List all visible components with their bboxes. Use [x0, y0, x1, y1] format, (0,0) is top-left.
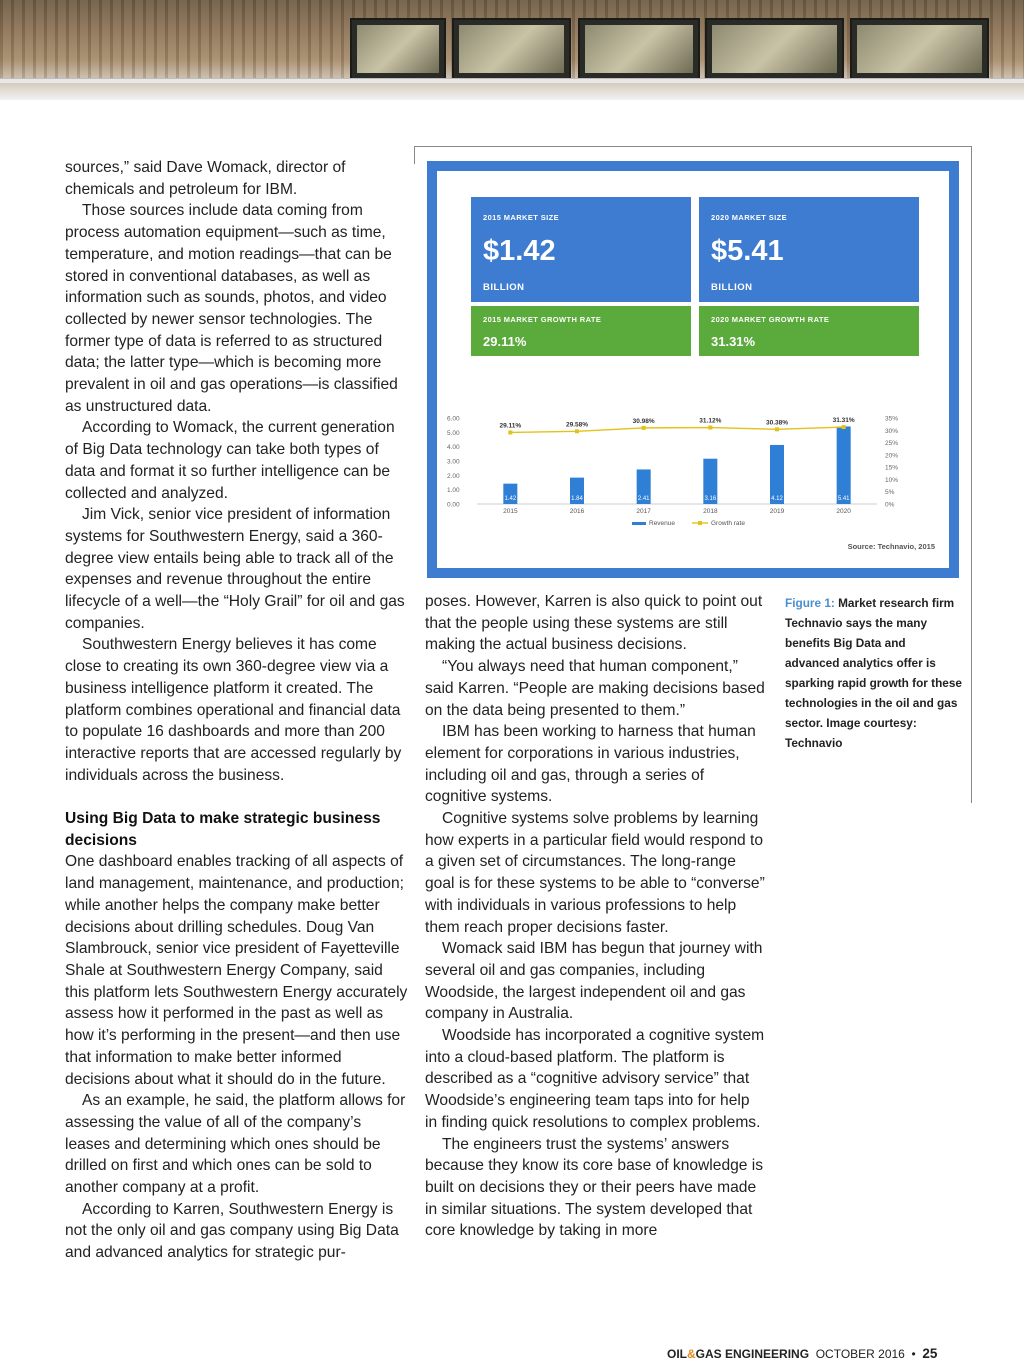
paragraph: Jim Vick, senior vice president of information systems for Southwestern Energy, said a 360-degree view entails being able to track all of the expenses and revenue throughout the entire lifecycle of a well—the “Holy Grail” for oil and gas companies.: [65, 506, 405, 632]
tile-value: $1.42: [483, 235, 556, 267]
growth-rate-point: [842, 425, 846, 429]
x-tick-label: 2019: [769, 508, 785, 515]
paragraph: According to Womack, the current generation of Big Data technology can take both types of data and format it so further intelligence can be collected and analyzed.: [65, 419, 395, 502]
growth-rate-label: 31.12%: [699, 417, 722, 425]
tile-value: $5.41: [711, 235, 784, 267]
magazine-brand-amp: &: [687, 1347, 696, 1361]
y-tick-label-left: 3.00: [447, 458, 460, 466]
paragraph: IBM has been working to harness that human element for corporations in various industries, including oil and gas, through a series of cognitive systems.: [425, 723, 756, 806]
legend-swatch-revenue: [632, 522, 646, 525]
wall-art-frame: [452, 18, 571, 80]
tile-label: 2015 MARKET GROWTH RATE: [483, 315, 602, 324]
chart-source: Source: Technavio, 2015: [847, 542, 935, 551]
growth-rate-point: [708, 426, 712, 430]
wall-art-frame: [705, 18, 844, 80]
figure-rule: [971, 146, 972, 803]
tile-label: 2015 MARKET SIZE: [483, 213, 560, 222]
caption-text: Market research firm Technavio says the many benefits Big Data and advanced analytics offer is sparking rapid growth for these technologies in the oil and gas sector. Image courtesy: Technavio: [785, 596, 962, 750]
x-tick-label: 2017: [636, 508, 651, 515]
paragraph: Womack said IBM has begun that journey with several oil and gas companies, including Woodside, the largest independent oil and gas company in Australia.: [425, 940, 763, 1023]
growth-rate-point: [775, 427, 779, 431]
legend-label-growth: Growth rate: [711, 520, 745, 527]
growth-rate-label: 29.58%: [565, 421, 589, 429]
y-tick-label-left: 5.00: [447, 429, 460, 437]
growth-2015-tile: [471, 306, 691, 356]
x-tick-label: 2015: [503, 508, 518, 515]
y-tick-label-right: 5%: [885, 489, 895, 497]
bar-value-label: 1.42: [504, 496, 517, 502]
section-heading: Using Big Data to make strategic business decisions: [65, 810, 381, 849]
x-tick-label: 2020: [836, 508, 851, 515]
y-tick-label-right: 20%: [885, 452, 899, 460]
wall-art-frame: [578, 18, 700, 80]
page-footer: [667, 1346, 967, 1366]
growth-rate-label: 30.38%: [765, 419, 789, 427]
x-tick-label: 2016: [569, 508, 585, 515]
bar-value-label: 3.16: [704, 496, 717, 502]
caption-label: Figure 1:: [785, 596, 835, 610]
y-tick-label-right: 35%: [885, 415, 899, 423]
tile-label: 2020 MARKET GROWTH RATE: [711, 315, 830, 324]
magazine-brand-gas: GAS ENGINEERING: [695, 1347, 810, 1361]
wall-art-frame: [850, 18, 989, 80]
paragraph: sources,” said Dave Womack, director of chemicals and petroleum for IBM.: [65, 159, 346, 198]
y-tick-label-right: 10%: [885, 476, 899, 484]
tile-label: 2020 MARKET SIZE: [711, 213, 788, 222]
y-tick-label-left: 4.00: [447, 444, 460, 452]
issue-date: OCTOBER 2016: [815, 1347, 905, 1361]
bar-value-label: 4.12: [771, 496, 783, 502]
article-column-left: [65, 157, 410, 1264]
growth-rate-label: 30.98%: [632, 417, 655, 425]
legend-label-revenue: Revenue: [649, 520, 676, 527]
tile-value: 31.31%: [711, 334, 756, 349]
paragraph: Woodside has incorporated a cognitive system into a cloud-based platform. The platform is described as a “cognitive advisory service” that Woodside’s engineering team taps into for help in finding quick resolutions to complex problems.: [425, 1027, 765, 1131]
growth-rate-point: [508, 430, 512, 434]
y-tick-label-right: 25%: [885, 440, 899, 448]
paragraph: Those sources include data coming from process automation equipment—such as time, temperature, and motion readings—that can be stored in conventional databases, as well as information such as sounds, photos, and video collected by newer sensor technologies. The former type of data is referred to as structured data; the latter type—which is becoming more prevalent in oil and gas operations—is classified as unstructured data.: [65, 202, 398, 415]
article-column-middle: [425, 591, 765, 1242]
tile-value: 29.11%: [483, 334, 527, 349]
revenue-growth-chart: [437, 406, 949, 556]
header-photo: [0, 0, 1024, 100]
paragraph: One dashboard enables tracking of all aspects of land management, maintenance, and production; while another helps the company make better decisions about drilling schedules. Doug Van Slambrouck, senior vice president of Fayetteville Shale at Southwestern Energy Company, said this platform lets Southwestern Energy accurately assess how it performed in the past as well as how it’s performing in the present—and then use that information to make better informed decisions about what it should do in the future.: [65, 853, 408, 1088]
paragraph: Southwestern Energy believes it has come close to creating its own 360-degree view via a business intelligence platform it created. The platform combines operational and financial data to populate 16 dashboards and more than 200 interactive reports that are accessed regularly by individuals across the business.: [65, 636, 402, 784]
paragraph: The engineers trust the systems’ answers because they know its core base of knowledge is built on decisions they or their peers have made in similar situations. The system developed that core knowledge by taking in more: [425, 1135, 764, 1240]
figure-caption: [785, 593, 963, 753]
y-tick-label-right: 15%: [885, 464, 899, 472]
y-tick-label-left: 6.00: [447, 415, 460, 423]
market-size-2020-tile: [699, 197, 919, 302]
market-size-2015-tile: [471, 197, 691, 302]
figure-rule: [414, 146, 972, 147]
wall-rail: [0, 78, 1024, 83]
tile-unit: BILLION: [711, 282, 753, 293]
growth-rate-label: 31.31%: [832, 417, 855, 425]
market-infographic: [427, 161, 959, 578]
paragraph: According to Karren, Southwestern Energy is not the only oil and gas company using Big Data and advanced analytics for strategic pur-: [65, 1200, 399, 1262]
revenue-bar: [837, 426, 851, 504]
wall-art-frame: [350, 18, 446, 80]
y-tick-label-left: 1.00: [447, 487, 460, 495]
x-tick-label: 2018: [703, 508, 718, 515]
growth-2020-tile: [699, 306, 919, 356]
paragraph: “You always need that human component,” said Karren. “People are making decisions based on the data being presented to them.”: [425, 658, 765, 719]
growth-rate-line: [510, 427, 843, 432]
tile-unit: BILLION: [483, 282, 525, 293]
paragraph: As an example, he said, the platform allows for assessing the value of all of the company’s leases and determining which ones should be drilled on first and which ones can be sold to another company at a profit.: [65, 1092, 406, 1197]
growth-rate-label: 29.11%: [499, 422, 522, 430]
paragraph: poses. However, Karren is also quick to point out that the people using these systems are still making the actual business decisions.: [425, 593, 763, 654]
y-tick-label-left: 2.00: [447, 472, 460, 480]
bar-value-label: 5.41: [837, 496, 850, 502]
growth-rate-point: [642, 426, 646, 430]
y-tick-label-right: 0%: [885, 501, 895, 509]
legend-marker-growth: [698, 521, 702, 525]
y-tick-label-left: 0.00: [447, 501, 460, 509]
bar-value-label: 2.41: [637, 496, 650, 502]
figure-rule: [414, 146, 415, 164]
magazine-brand-oil: OIL: [667, 1347, 687, 1361]
growth-rate-point: [575, 429, 579, 433]
paragraph: Cognitive systems solve problems by learning how experts in a particular field would respond to a given set of circumstances. The long-range goal is for these systems to be able to “converse” with individuals in various professions to help them reach proper decisions faster.: [425, 810, 765, 936]
page-number: 25: [922, 1346, 938, 1361]
y-tick-label-right: 30%: [885, 427, 899, 435]
bar-value-label: 1.84: [571, 496, 583, 502]
footer-separator: •: [911, 1347, 916, 1361]
